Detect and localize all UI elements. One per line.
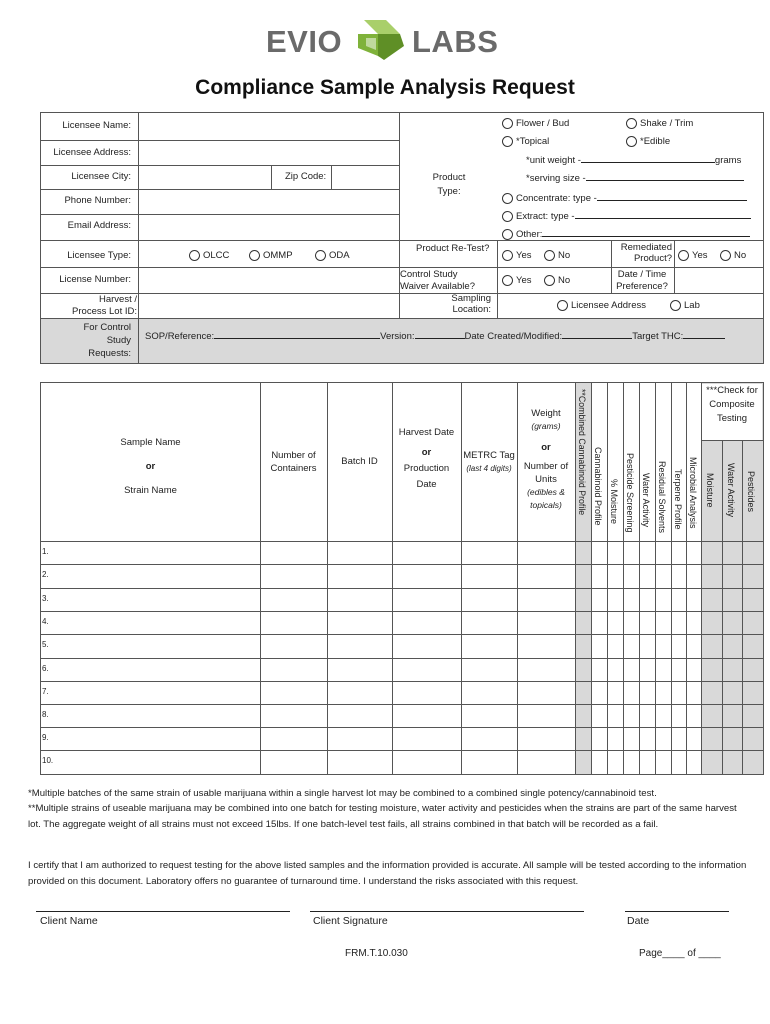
datetime-preference-label: Date / Time Preference? — [616, 269, 668, 292]
weight-header: Weight (grams) or Number of Units (edibles & topicals) — [523, 408, 569, 510]
radio-icon — [502, 193, 513, 204]
harvest-date-header: Harvest Date or Production Date — [398, 427, 455, 490]
licensee-name-field[interactable] — [140, 114, 398, 139]
client-name-label: Client Name — [40, 915, 98, 927]
test-residual-solvents: Residual Solvents — [657, 461, 667, 534]
batch-id-header: Batch ID — [341, 456, 378, 467]
license-number-field[interactable] — [140, 269, 398, 292]
email-address-label: Email Address: — [67, 220, 131, 231]
radio-icon — [544, 250, 555, 261]
licensee-city-label: Licensee City: — [71, 171, 131, 182]
serving-size-label: *serving size - — [526, 173, 744, 184]
license-number-label: License Number: — [59, 274, 131, 285]
test-microbial-analysis: Microbial Analysis — [688, 457, 698, 529]
harvest-lot-label: Harvest / Process Lot ID: — [72, 294, 137, 317]
radio-icon — [502, 136, 513, 147]
logo-mark-icon — [350, 16, 410, 66]
licensee-type-oda[interactable]: ODA — [315, 250, 350, 261]
radio-icon — [502, 275, 513, 286]
radio-icon — [720, 250, 731, 261]
row-number: 5. — [42, 640, 49, 649]
waiver-label: Control Study Waiver Available? — [400, 269, 475, 292]
zip-code-field[interactable] — [333, 167, 398, 188]
radio-icon — [557, 300, 568, 311]
logo-text-evio: EVIO — [266, 24, 343, 59]
retest-no[interactable]: No — [544, 250, 570, 261]
row-number: 8. — [42, 710, 49, 719]
metrc-tag-header: METRC Tag (last 4 digits) — [463, 450, 515, 473]
sample-name-header: Sample Name or Strain Name — [120, 437, 181, 496]
row-number: 7. — [42, 687, 49, 696]
sample-table — [40, 382, 764, 775]
test-moisture: % Moisture — [609, 479, 619, 525]
phone-number-label: Phone Number: — [64, 195, 131, 206]
product-type-label: Product Type: — [432, 172, 466, 197]
harvest-lot-field[interactable] — [140, 295, 398, 317]
licensee-type-olcc[interactable]: OLCC — [189, 250, 229, 261]
radio-icon — [189, 250, 200, 261]
zip-code-label: Zip Code: — [285, 171, 327, 182]
radio-icon — [502, 229, 513, 240]
composite-water-activity: Water Activity — [726, 463, 736, 518]
licensee-name-label: Licensee Name: — [62, 120, 131, 131]
test-pesticide-screening: Pesticide Screening — [625, 453, 635, 533]
composite-moisture: Moisture — [705, 473, 715, 508]
concentrate-option[interactable]: Concentrate: type - — [502, 193, 747, 204]
licensee-form — [40, 112, 764, 364]
waiver-no[interactable]: No — [544, 275, 570, 286]
licensee-type-label: Licensee Type: — [67, 250, 131, 261]
note-combined-batches: *Multiple batches of the same strain of usable marijuana within a single harvest lot may be combined to a combined single potency/cannabinoid test. — [28, 788, 657, 799]
remediated-yes[interactable]: Yes — [678, 250, 708, 261]
extract-option[interactable]: Extract: type - — [502, 211, 751, 222]
radio-icon — [502, 211, 513, 222]
client-signature-label: Client Signature — [313, 915, 388, 927]
form-id: FRM.T.10.030 — [345, 948, 408, 959]
date-label: Date — [627, 915, 650, 927]
row-number: 4. — [42, 617, 49, 626]
control-study-label: For Control Study Requests: — [83, 322, 131, 359]
row-number: 2. — [42, 570, 49, 579]
radio-icon — [502, 250, 513, 261]
product-edible-option[interactable]: *Edible — [626, 136, 670, 147]
radio-icon — [670, 300, 681, 311]
row-number: 1. — [42, 547, 49, 556]
radio-icon — [678, 250, 689, 261]
test-water-activity: Water Activity — [641, 473, 651, 528]
retest-label: Product Re-Test? — [416, 243, 490, 254]
test-terpene-profile: Terpene Profile — [673, 469, 683, 530]
licensee-address-label: Licensee Address: — [53, 147, 131, 158]
page-title: Compliance Sample Analysis Request — [195, 76, 575, 99]
licensee-city-field[interactable] — [140, 167, 270, 188]
phone-number-field[interactable] — [140, 191, 398, 213]
licensee-address-field[interactable] — [140, 142, 398, 164]
certification-statement: I certify that I am authorized to request testing for the above listed samples and the information provided is accurate. All sample will be tested according to the information provided on this document. Laboratory offers no guarantee of turnaround time. I understand the risks associated with this request. — [28, 860, 747, 887]
retest-yes[interactable]: Yes — [502, 250, 532, 261]
page-number: Page____ of ____ — [639, 948, 721, 959]
composite-testing-header: ***Check for Composite Testing — [706, 385, 758, 424]
note-combined-strains: **Multiple strains of useable marijuana may be combined into one batch for testing moisture, water activity and pesticides when the strains are part of the same harvest lot. The aggregate weight of all strains must not exceed 15lbs. If one batch-level test fails, all strains combined in that batch will be recorded as a fail. — [28, 803, 737, 830]
sampling-lab[interactable]: Lab — [670, 300, 700, 311]
licensee-type-ommp[interactable]: OMMP — [249, 250, 293, 261]
logo-text-labs: LABS — [412, 24, 499, 59]
logo — [266, 16, 506, 66]
product-shake-option[interactable]: Shake / Trim — [626, 118, 693, 129]
product-topical-option[interactable]: *Topical — [502, 136, 549, 147]
test-combined-cannabinoid: **Combined Cannabinoid Profile — [577, 389, 587, 516]
product-flower-option[interactable]: Flower / Bud — [502, 118, 569, 129]
sop-reference: SOP/Reference: Version: Date Created/Modified: Target THC: — [145, 331, 725, 342]
unit-weight-label: *unit weight - grams — [526, 155, 742, 166]
row-number: 10. — [42, 756, 54, 765]
sampling-location-label: Sampling Location: — [451, 293, 491, 315]
email-address-field[interactable] — [140, 216, 398, 239]
row-number: 6. — [42, 664, 49, 673]
test-cannabinoid-profile: Cannabinoid Profile — [593, 447, 603, 526]
radio-icon — [626, 136, 637, 147]
remediated-label: Remediated Product? — [620, 242, 672, 264]
radio-icon — [249, 250, 260, 261]
waiver-yes[interactable]: Yes — [502, 275, 532, 286]
composite-pesticides: Pesticides — [746, 471, 756, 513]
radio-icon — [544, 275, 555, 286]
row-number: 3. — [42, 594, 49, 603]
radio-icon — [315, 250, 326, 261]
radio-icon — [626, 118, 637, 129]
radio-icon — [502, 118, 513, 129]
row-number: 9. — [42, 733, 49, 742]
containers-header: Number of Containers — [270, 450, 317, 474]
other-option[interactable]: Other: — [502, 229, 750, 240]
sampling-licensee-address[interactable]: Licensee Address — [557, 300, 646, 311]
remediated-no[interactable]: No — [720, 250, 746, 261]
